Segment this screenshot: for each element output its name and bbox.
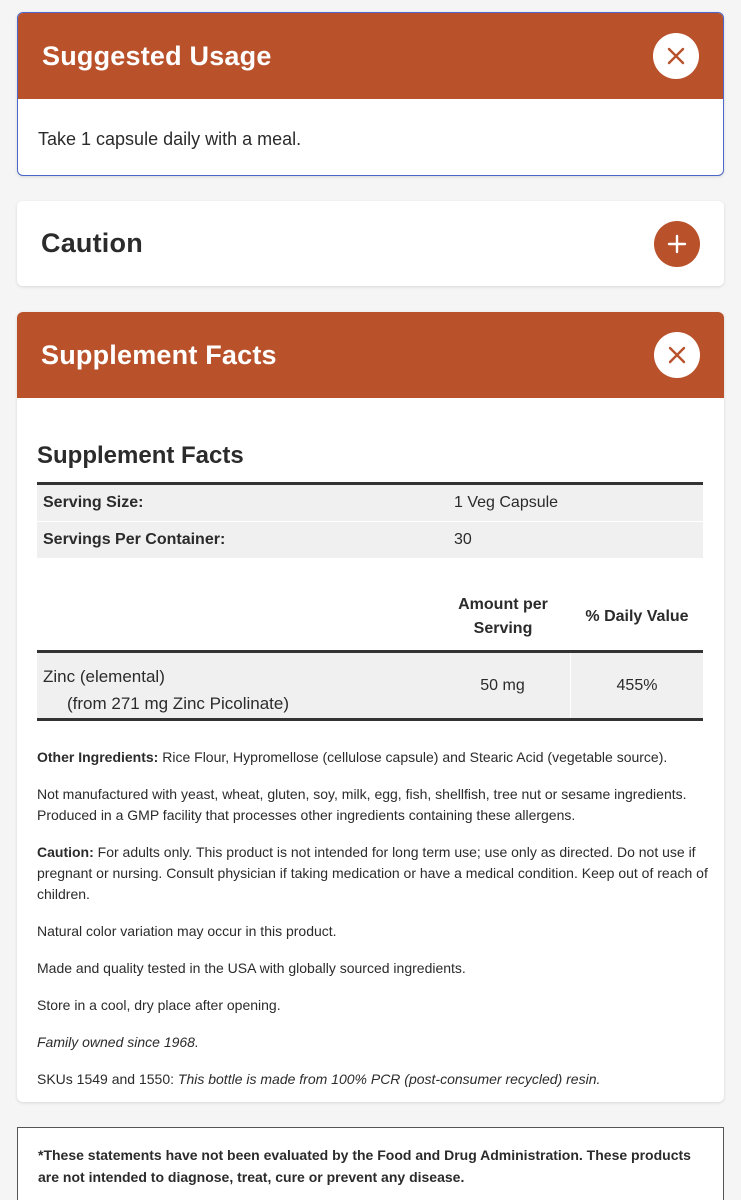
serving-table	[37, 482, 703, 559]
caution-note	[37, 842, 709, 905]
servings-per-container-label: Servings Per Container:	[43, 531, 226, 548]
daily-value-header: % Daily Value	[585, 607, 689, 625]
amount-per-serving-header	[435, 593, 571, 641]
suggested-usage-text: Take 1 capsule daily with a meal.	[38, 129, 302, 149]
supplement-facts-panel	[17, 312, 724, 1102]
made-in-usa-note: Made and quality tested in the USA with globally sourced ingredients.	[37, 960, 466, 976]
product-notes	[37, 747, 709, 1090]
sku-label: SKUs 1549 and 1550:	[37, 1071, 178, 1087]
collapse-facts-button[interactable]	[654, 332, 700, 378]
close-icon	[666, 46, 686, 66]
family-note	[37, 1032, 709, 1053]
nutrient-name-cell	[37, 653, 435, 718]
other-ingredients-text: Rice Flour, Hypromellose (cellulose capsule) and Stearic Acid (vegetable source).	[158, 749, 668, 765]
caution-header[interactable]	[17, 201, 724, 286]
close-icon	[667, 345, 687, 365]
caution-note-label: Caution:	[37, 844, 94, 860]
suggested-usage-title: Suggested Usage	[42, 40, 272, 71]
allergen-note: Not manufactured with yeast, wheat, gluten, soy, milk, egg, fish, shellfish, tree nut or sesame ingredients. Produced in a GMP facility that processes other ingredients containing these allergens.	[37, 786, 687, 823]
nutrient-table-header	[37, 589, 703, 653]
caution-note-text: For adults only. This product is not intended for long term use; use only as directed. Do not use if pregnant or nursing. Consult physician if taking medication or have a medical condition. Keep out of reach of children.	[37, 844, 708, 902]
suggested-usage-panel	[17, 12, 724, 176]
servings-per-container-value: 30	[454, 531, 472, 548]
collapse-usage-button[interactable]	[653, 33, 699, 79]
amount-header-line1: Amount per	[458, 595, 548, 613]
suggested-usage-header[interactable]	[18, 13, 723, 99]
fda-disclaimer: *These statements have not been evaluated by the Food and Drug Administration. These products are not intended to diagnose, treat, cure or prevent any disease.	[17, 1127, 724, 1200]
supplement-facts-body	[17, 398, 724, 1090]
table-row	[37, 522, 703, 559]
table-row	[37, 653, 703, 721]
caution-panel	[17, 201, 724, 286]
nutrient-source: (from 271 mg Zinc Picolinate)	[67, 694, 290, 713]
sku-text: This bottle is made from 100% PCR (post-consumer recycled) resin.	[177, 1071, 601, 1087]
serving-size-value: 1 Veg Capsule	[454, 494, 559, 511]
nutrient-name: Zinc (elemental)	[43, 667, 165, 686]
table-row	[37, 485, 703, 522]
nutrient-daily-value: 455%	[616, 676, 658, 694]
caution-title: Caution	[41, 228, 143, 258]
supplement-facts-panel-title: Supplement Facts	[41, 339, 277, 370]
sku-note	[37, 1069, 709, 1090]
plus-icon	[667, 234, 687, 254]
supplement-facts-heading: Supplement Facts	[37, 442, 244, 469]
nutrient-amount: 50 mg	[435, 653, 571, 718]
other-ingredients-label: Other Ingredients:	[37, 749, 159, 765]
expand-caution-button[interactable]	[654, 221, 700, 267]
supplement-facts-header[interactable]	[17, 312, 724, 398]
serving-size-label: Serving Size:	[43, 494, 144, 511]
other-ingredients	[37, 747, 709, 768]
color-note: Natural color variation may occur in this product.	[37, 923, 337, 939]
family-note-text: Family owned since 1968.	[37, 1034, 199, 1050]
amount-header-line2: Serving	[473, 619, 533, 637]
storage-note: Store in a cool, dry place after opening.	[37, 997, 281, 1013]
